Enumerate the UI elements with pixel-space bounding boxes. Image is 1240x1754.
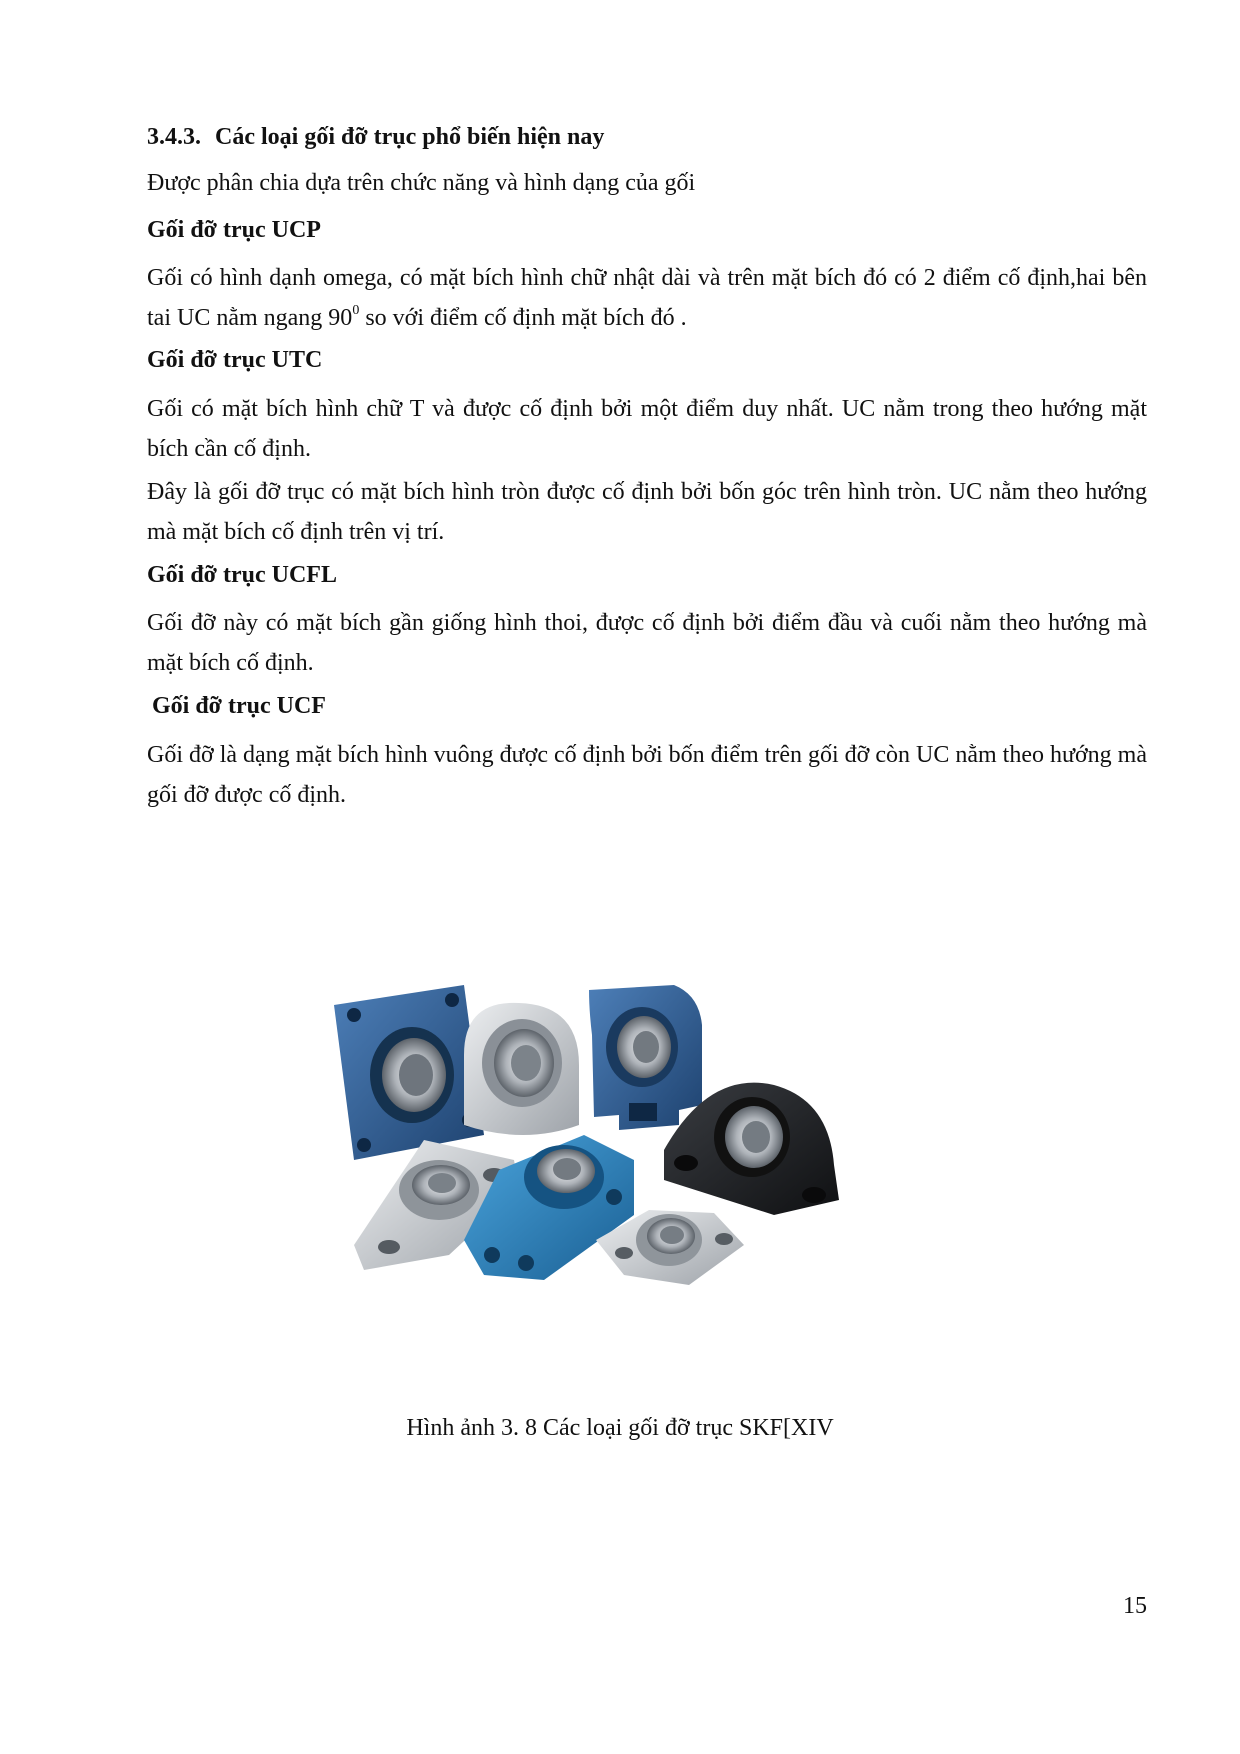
ucp-heading: Gối đỡ trục UCP	[147, 217, 321, 243]
ucp-superscript: 0	[352, 303, 360, 318]
ucf-heading: Gối đỡ trục UCF	[152, 693, 326, 719]
utc-paragraph: Gối có mặt bích hình chữ T và được cố định bởi một điểm duy nhất. UC nằm trong theo hướng mặt bích cần cố định.	[147, 396, 1147, 462]
section-heading	[147, 117, 1147, 157]
ucfl-paragraph: Gối đỡ này có mặt bích gần giống hình thoi, được cố định bởi điểm đầu và cuối nằm theo hướng mà mặt bích cố định.	[147, 610, 1147, 676]
figure-caption: Hình ảnh 3. 8 Các loại gối đỡ trục SKF[XIV	[406, 1415, 834, 1441]
ucf-paragraph: Gối đỡ là dạng mặt bích hình vuông được cố định bởi bốn điểm trên gối đỡ còn UC nằm theo hướng mà gối đỡ được cố định.	[147, 742, 1147, 808]
utc-heading: Gối đỡ trục UTC	[147, 347, 323, 373]
bearing-units-image	[334, 985, 914, 1335]
ucf-blue-square-unit	[334, 985, 484, 1160]
utc-blue-takeup-unit	[589, 985, 702, 1130]
ucp-text-before: Gối có hình dạnh omega, có mặt bích hình chữ nhật dài và trên mặt bích đó có 2 điểm cố định,hai bên tai UC nằm ngang 90	[147, 265, 1147, 331]
utc-paragraph-2: Đây là gối đỡ trục có mặt bích hình tròn được cố định bởi bốn góc trên hình tròn. UC nằm theo hướng mà mặt bích cố định trên vị trí.	[147, 479, 1147, 545]
ucp-text-after: so với điểm cố định mặt bích đó .	[359, 305, 687, 331]
ucp-paragraph	[147, 258, 1147, 338]
page-number: 15	[1123, 1593, 1147, 1619]
ucfl-heading: Gối đỡ trục UCFL	[147, 562, 337, 588]
ucp-silver-pillow-unit	[464, 1003, 579, 1135]
section-title: Các loại gối đỡ trục phổ biến hiện nay	[215, 124, 605, 150]
section-number: 3.4.3.	[147, 124, 201, 150]
intro-paragraph: Được phân chia dựa trên chức năng và hình dạng của gối	[147, 170, 696, 196]
